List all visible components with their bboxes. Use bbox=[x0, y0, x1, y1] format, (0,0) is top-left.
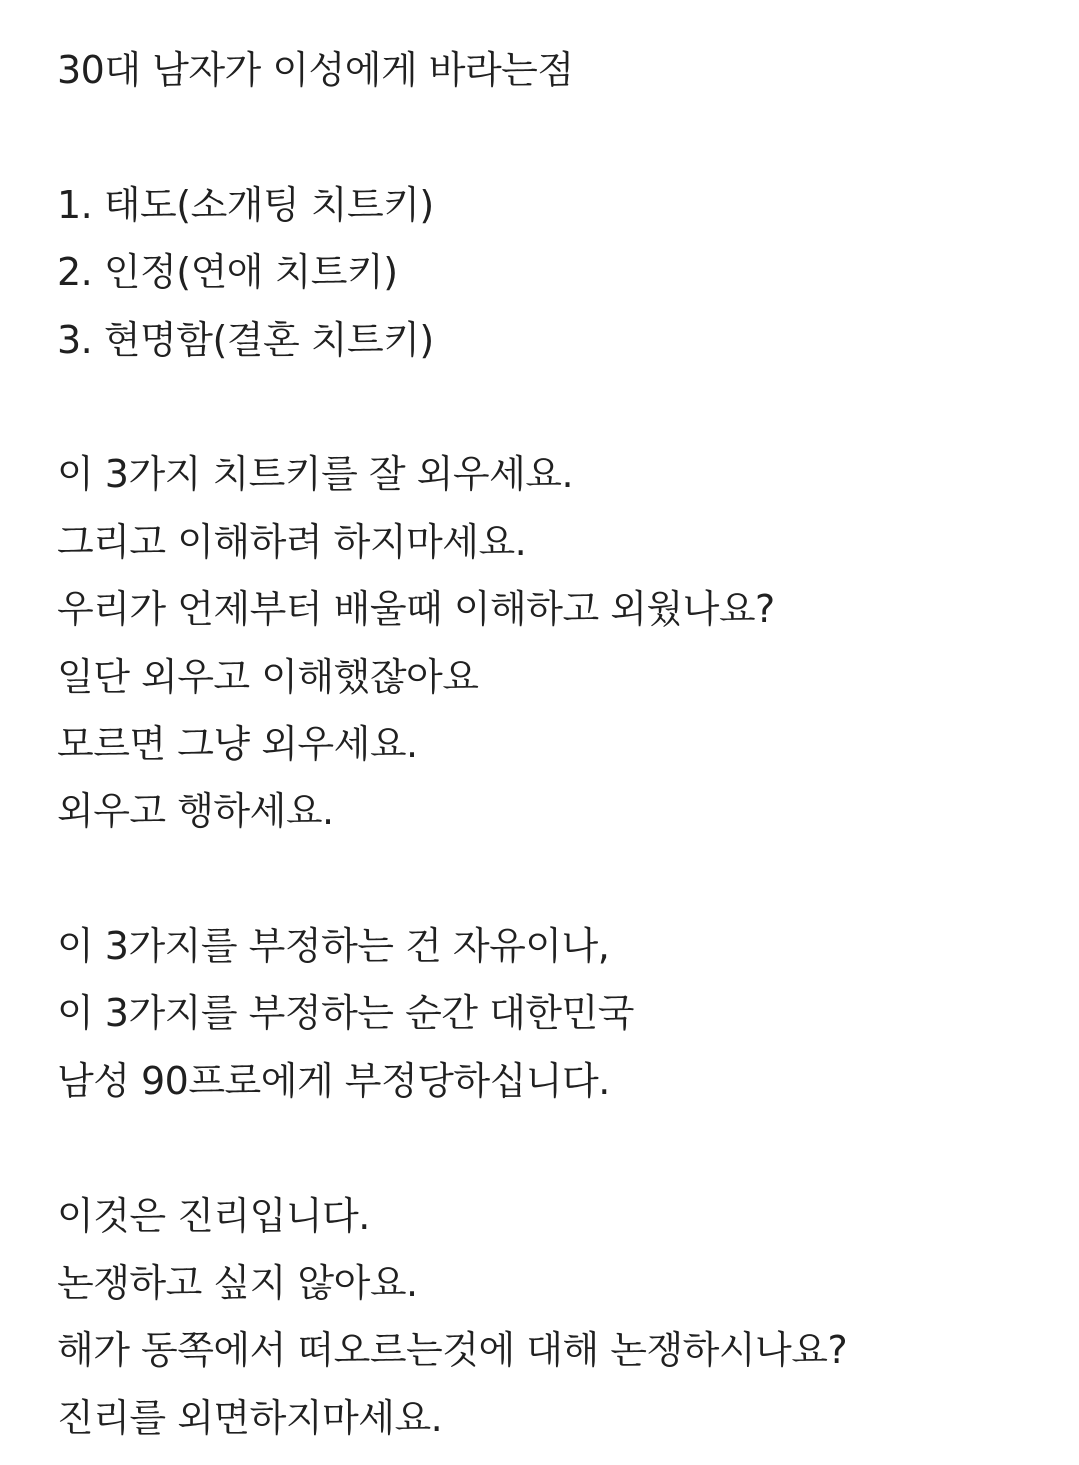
list-item: 3. 현명함(결혼 치트키) bbox=[57, 317, 434, 362]
text-line: 남성 90프로에게 부정당하십니다. bbox=[57, 1058, 610, 1103]
list-item: 2. 인정(연애 치트키) bbox=[57, 250, 398, 295]
text-line: 진리를 외면하지마세요. bbox=[57, 1395, 443, 1440]
text-line: 그리고 이해하려 하지마세요. bbox=[57, 519, 527, 564]
text-line: 이 3가지를 부정하는 건 자유이나, bbox=[57, 924, 610, 969]
text-line: 해가 동쪽에서 떠오르는것에 대해 논쟁하시나요? bbox=[57, 1328, 848, 1373]
spacer bbox=[57, 1115, 1057, 1182]
post-title: 30대 남자가 이성에게 바라는점 bbox=[57, 48, 574, 92]
list-item: 1. 태도(소개팅 치트키) bbox=[57, 182, 434, 227]
text-line: 우리가 언제부터 배울때 이해하고 외웠나요? bbox=[57, 587, 775, 632]
text-line: 모르면 그냥 외우세요. bbox=[57, 721, 418, 766]
text-line: 일단 외우고 이해했잖아요 bbox=[57, 654, 479, 699]
text-line: 이 3가지를 부정하는 순간 대한민국 bbox=[57, 991, 634, 1036]
spacer bbox=[57, 374, 1057, 441]
text-line: 이것은 진리입니다. bbox=[57, 1193, 370, 1238]
spacer bbox=[57, 104, 1057, 171]
spacer bbox=[57, 846, 1057, 913]
text-line: 논쟁하고 싶지 않아요. bbox=[57, 1261, 418, 1306]
text-line: 외우고 행하세요. bbox=[57, 789, 334, 834]
text-line: 이 3가지 치트키를 잘 외우세요. bbox=[57, 452, 574, 497]
post-body bbox=[57, 37, 1057, 1452]
